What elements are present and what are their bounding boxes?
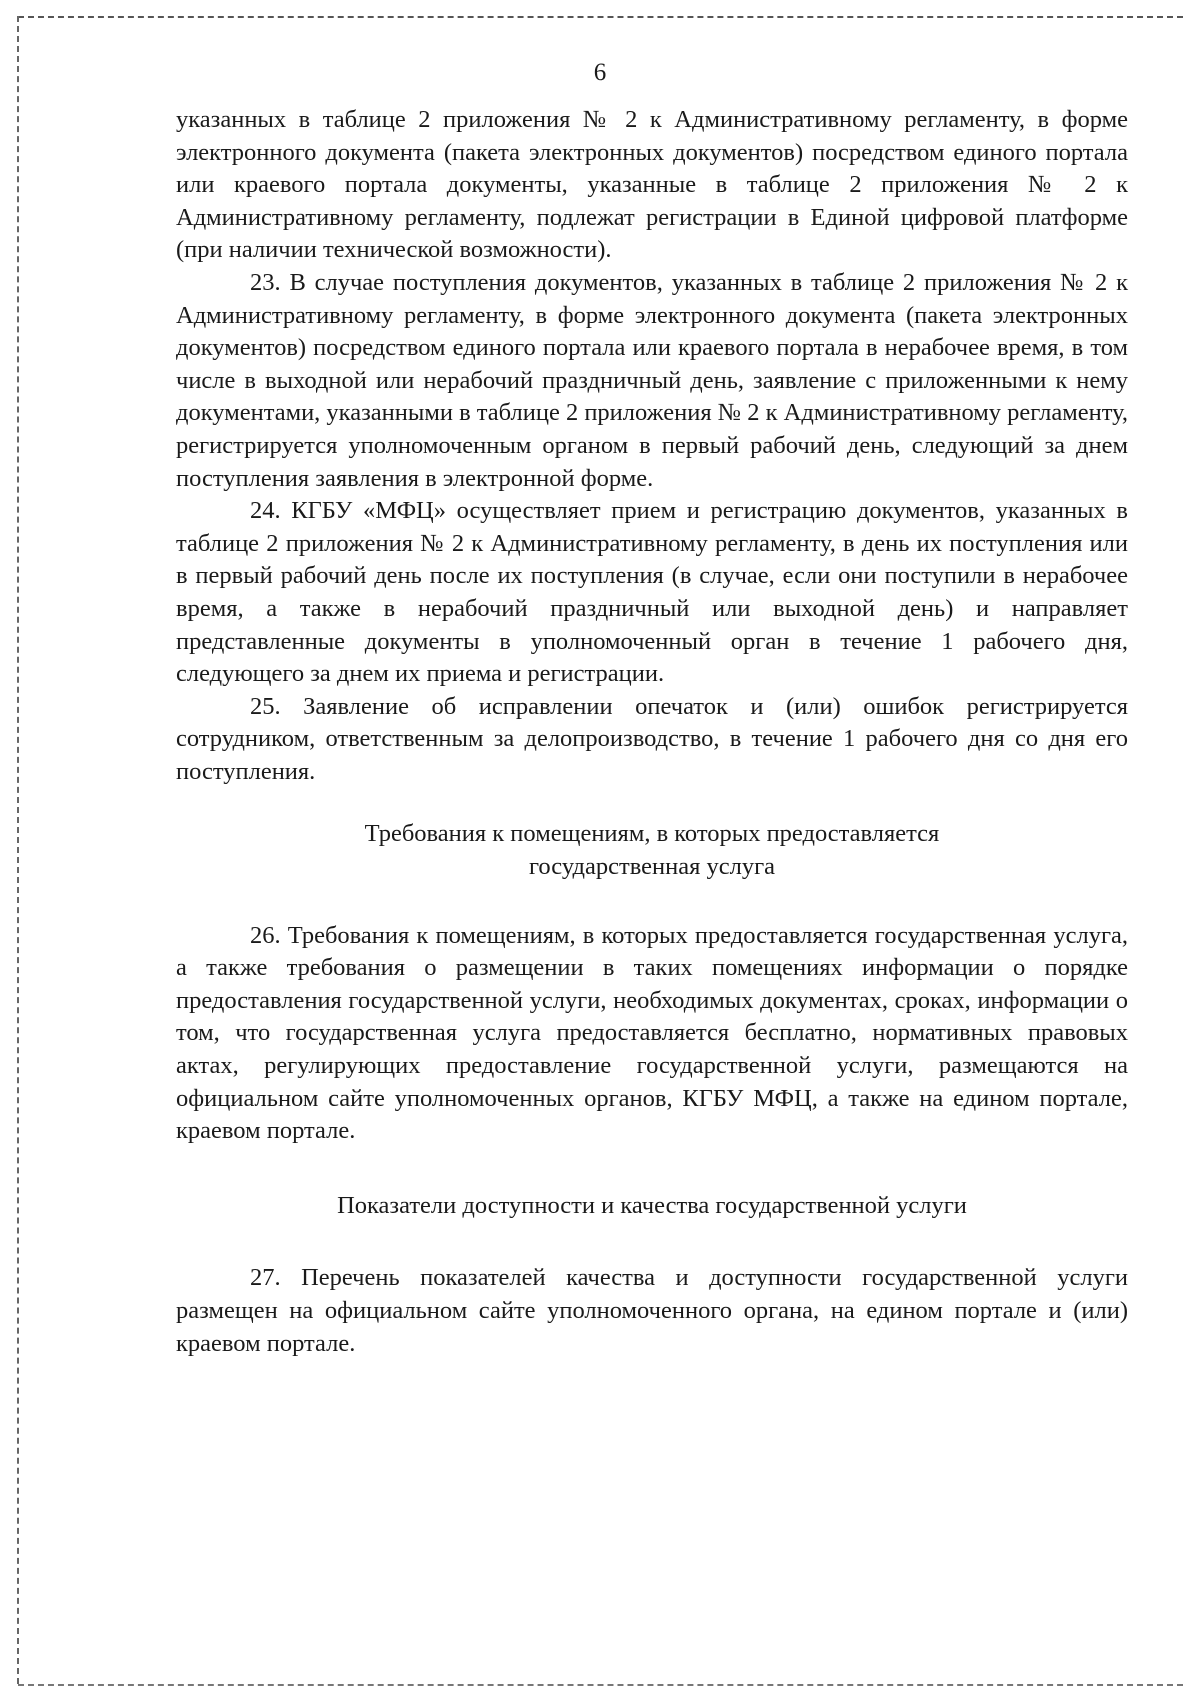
paragraph-26: 26. Требования к помещениям, в которых предоставляется государственная услуга, а также требования о размещении в таких помещениях информации о порядке предоставления государственной услуги, необходимых документах, сроках, информации о том, что государственная услуга предоставляется бесплатно, нормативных правовых актах, регулирующих предоставление государственной услуги, размещаются на официальном сайте уполномоченных органов, КГБУ МФЦ, а также на едином портале, краевом портале. [176, 921, 1128, 1145]
section-heading-premises-line-1: Требования к помещениям, в которых предоставляется [364, 820, 940, 848]
section-heading-premises [176, 818, 1128, 883]
spacer [176, 1222, 1128, 1262]
scan-border-top [18, 16, 1183, 18]
section-heading-quality: Показатели доступности и качества государственной услуги [337, 1191, 967, 1219]
scan-border-left [17, 16, 19, 1684]
paragraph-22-continuation: указанных в таблице 2 приложения № 2 к Административному регламенту, в форме электронного документа (пакета электронных документов) посредством единого портала или краевого портала документы, указанные в таблице 2 приложения № 2 к Административному регламенту, подлежат регистрации в Единой цифровой платформе (при наличии технической возможности). [176, 106, 1128, 264]
scan-border-bottom [18, 1684, 1183, 1686]
section-heading-premises-line-2: государственная услуга [528, 853, 776, 881]
spacer [176, 884, 1128, 920]
spacer [176, 788, 1128, 818]
paragraph-27: 27. Перечень показателей качества и доступности государственной услуги размещен на официальном сайте уполномоченного органа, на едином портале и (или) краевом портале. [176, 1264, 1128, 1357]
paragraph-23: 23. В случае поступления документов, указанных в таблице 2 приложения № 2 к Административному регламенту, в форме электронного документа (пакета электронных документов) посредством единого портала или краевого портала в нерабочее время, в том числе в выходной или нерабочий праздничный день, заявление с приложенными к нему документами, указанными в таблице 2 приложения № 2 к Административному регламенту, регистрируется уполномоченным органом в первый рабочий день, следующий за днем поступления заявления в электронной форме. [176, 268, 1129, 492]
page-number: 6 [593, 59, 607, 86]
paragraph-25: 25. Заявление об исправлении опечаток и (или) ошибок регистрируется сотрудником, ответственным за делопроизводство, в течение 1 рабочего дня со дня его поступления. [176, 692, 1128, 785]
document-body [176, 104, 1128, 1360]
paragraph-24: 24. КГБУ «МФЦ» осуществляет прием и регистрацию документов, указанных в таблице 2 приложения № 2 к Административному регламенту, в день их поступления или в первый рабочий день после их поступления (в случае, если они поступили в нерабочее время, а также в нерабочий праздничный или выходной день) и направляет представленные документы в уполномоченный орган в течение 1 рабочего дня, следующего за днем их приема и регистрации. [176, 497, 1128, 688]
spacer [176, 1148, 1128, 1190]
